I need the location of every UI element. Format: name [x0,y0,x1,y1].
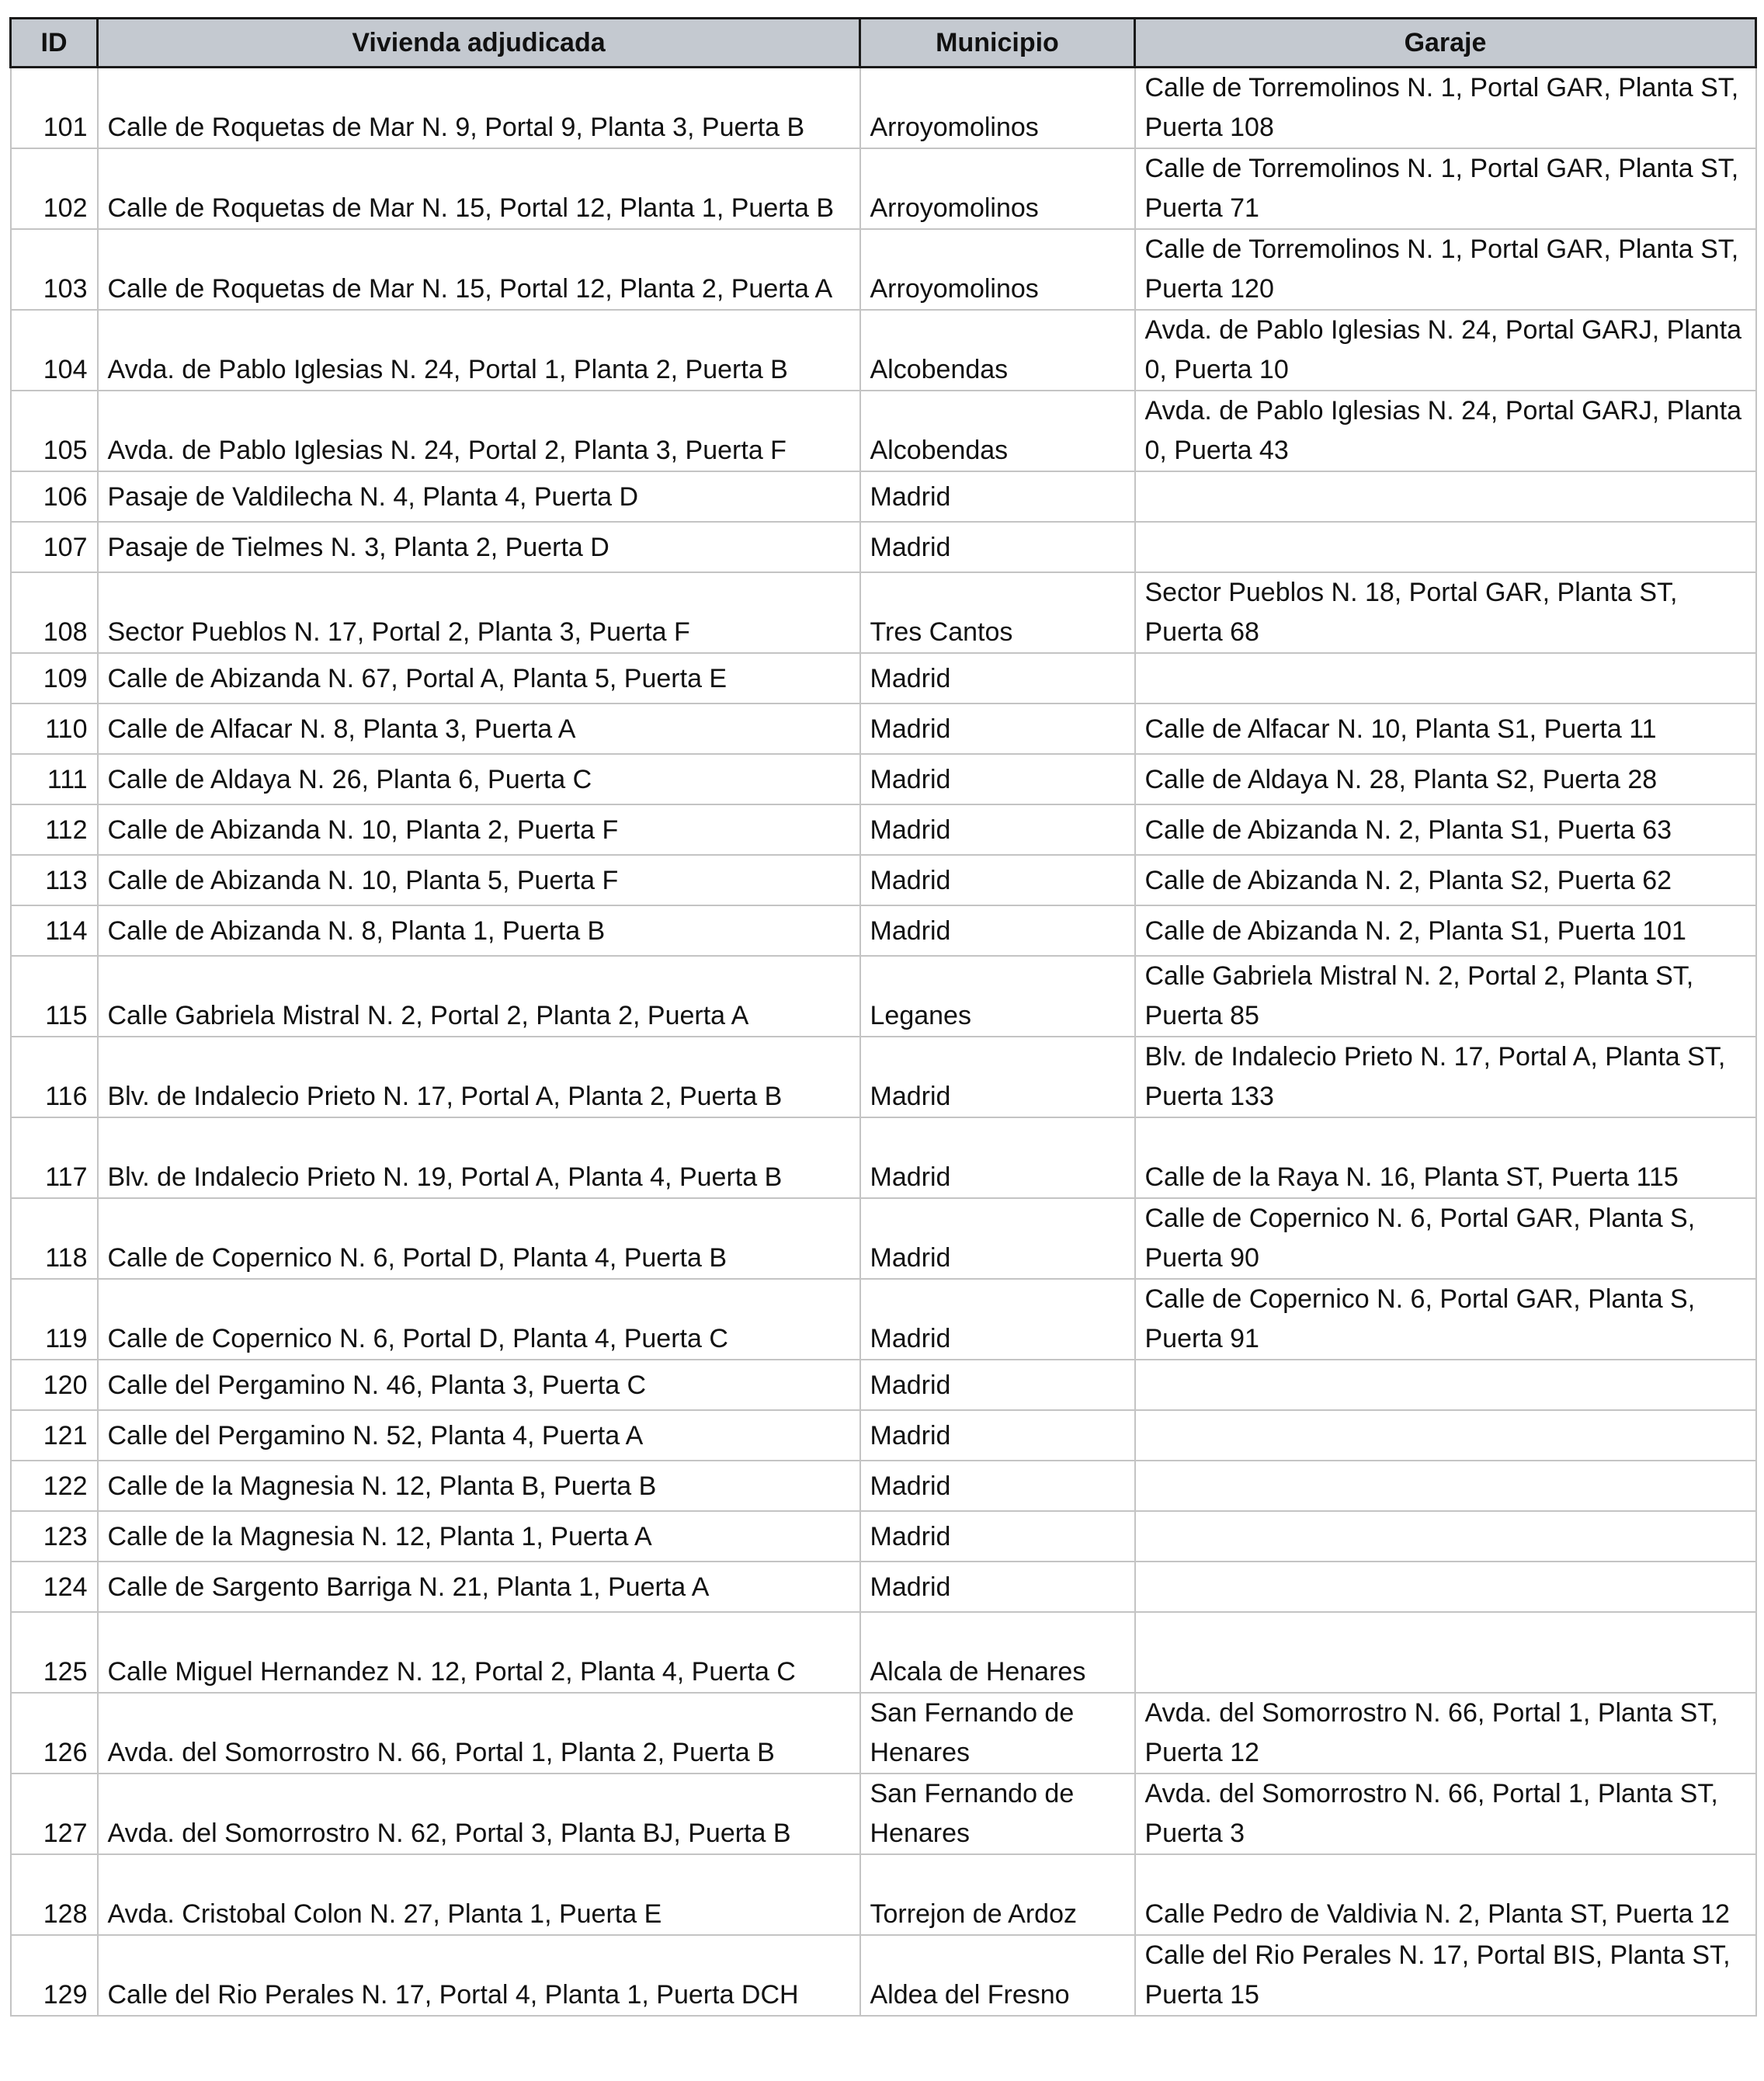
cell-garaje [1135,1612,1756,1693]
cell-id: 111 [11,754,98,804]
table-row [11,471,1756,522]
cell-vivienda: Calle del Pergamino N. 52, Planta 4, Puerta A [98,1410,860,1461]
table-row [11,804,1756,855]
cell-garaje [1135,471,1756,522]
table-row [11,1117,1756,1198]
cell-vivienda: Calle de Alfacar N. 8, Planta 3, Puerta A [98,704,860,754]
table-row [11,1461,1756,1511]
cell-id: 121 [11,1410,98,1461]
cell-vivienda: Avda. del Somorrostro N. 62, Portal 3, Planta BJ, Puerta B [98,1774,860,1854]
table-row [11,1612,1756,1693]
cell-garaje [1135,1410,1756,1461]
cell-municipio: Alcobendas [860,391,1135,471]
cell-garaje [1135,1360,1756,1410]
cell-garaje: Calle Gabriela Mistral N. 2, Portal 2, Planta ST, Puerta 85 [1135,956,1756,1037]
cell-id: 101 [11,68,98,149]
table-row [11,68,1756,149]
table-row [11,1037,1756,1117]
cell-municipio: Madrid [860,804,1135,855]
cell-vivienda: Blv. de Indalecio Prieto N. 19, Portal A, Planta 4, Puerta B [98,1117,860,1198]
table-row [11,1693,1756,1774]
cell-id: 103 [11,229,98,310]
cell-municipio: Torrejon de Ardoz [860,1854,1135,1935]
cell-vivienda: Calle de Sargento Barriga N. 21, Planta 1, Puerta A [98,1562,860,1612]
cell-id: 105 [11,391,98,471]
cell-municipio: Madrid [860,1117,1135,1198]
table-row [11,1935,1756,2016]
cell-garaje: Calle de Torremolinos N. 1, Portal GAR, Planta ST, Puerta 71 [1135,148,1756,229]
cell-id: 109 [11,653,98,704]
cell-vivienda: Avda. Cristobal Colon N. 27, Planta 1, Puerta E [98,1854,860,1935]
table-row [11,148,1756,229]
column-header-id: ID [11,19,98,68]
cell-garaje: Calle de Copernico N. 6, Portal GAR, Planta S, Puerta 91 [1135,1279,1756,1360]
cell-garaje: Calle de Torremolinos N. 1, Portal GAR, Planta ST, Puerta 120 [1135,229,1756,310]
cell-municipio: Arroyomolinos [860,148,1135,229]
cell-vivienda: Calle de Abizanda N. 8, Planta 1, Puerta B [98,905,860,956]
cell-id: 124 [11,1562,98,1612]
cell-garaje: Calle de Copernico N. 6, Portal GAR, Planta S, Puerta 90 [1135,1198,1756,1279]
cell-id: 104 [11,310,98,391]
cell-vivienda: Avda. de Pablo Iglesias N. 24, Portal 2, Planta 3, Puerta F [98,391,860,471]
cell-id: 113 [11,855,98,905]
cell-garaje [1135,1562,1756,1612]
cell-vivienda: Calle de Abizanda N. 67, Portal A, Planta 5, Puerta E [98,653,860,704]
column-header-garaje: Garaje [1135,19,1756,68]
cell-vivienda: Avda. del Somorrostro N. 66, Portal 1, Planta 2, Puerta B [98,1693,860,1774]
cell-municipio: Madrid [860,653,1135,704]
cell-municipio: Madrid [860,471,1135,522]
cell-vivienda: Calle de la Magnesia N. 12, Planta B, Puerta B [98,1461,860,1511]
table-row [11,1511,1756,1562]
cell-municipio: Madrid [860,1360,1135,1410]
cell-municipio: Arroyomolinos [860,68,1135,149]
cell-vivienda: Pasaje de Tielmes N. 3, Planta 2, Puerta D [98,522,860,572]
housing-allocation-table [9,17,1757,2017]
cell-garaje: Blv. de Indalecio Prieto N. 17, Portal A, Planta ST, Puerta 133 [1135,1037,1756,1117]
cell-id: 114 [11,905,98,956]
cell-id: 112 [11,804,98,855]
table-row [11,855,1756,905]
cell-id: 127 [11,1774,98,1854]
cell-id: 123 [11,1511,98,1562]
cell-vivienda: Sector Pueblos N. 17, Portal 2, Planta 3, Puerta F [98,572,860,653]
cell-id: 122 [11,1461,98,1511]
cell-municipio: Madrid [860,522,1135,572]
table-row [11,310,1756,391]
cell-garaje: Avda. de Pablo Iglesias N. 24, Portal GARJ, Planta 0, Puerta 10 [1135,310,1756,391]
cell-id: 120 [11,1360,98,1410]
cell-vivienda: Calle Gabriela Mistral N. 2, Portal 2, Planta 2, Puerta A [98,956,860,1037]
table-row [11,1279,1756,1360]
cell-garaje: Avda. de Pablo Iglesias N. 24, Portal GARJ, Planta 0, Puerta 43 [1135,391,1756,471]
cell-garaje [1135,653,1756,704]
cell-vivienda: Calle de Roquetas de Mar N. 15, Portal 12, Planta 1, Puerta B [98,148,860,229]
cell-id: 110 [11,704,98,754]
table-body [11,68,1756,2017]
table-row [11,1360,1756,1410]
cell-id: 107 [11,522,98,572]
cell-vivienda: Calle de Abizanda N. 10, Planta 2, Puerta F [98,804,860,855]
cell-vivienda: Blv. de Indalecio Prieto N. 17, Portal A, Planta 2, Puerta B [98,1037,860,1117]
header-row [11,19,1756,68]
cell-municipio: Madrid [860,1562,1135,1612]
table-row [11,1854,1756,1935]
cell-id: 118 [11,1198,98,1279]
cell-vivienda: Calle de Aldaya N. 26, Planta 6, Puerta C [98,754,860,804]
cell-vivienda: Avda. de Pablo Iglesias N. 24, Portal 1, Planta 2, Puerta B [98,310,860,391]
cell-garaje: Calle de Abizanda N. 2, Planta S1, Puerta 63 [1135,804,1756,855]
cell-municipio: San Fernando de Henares [860,1774,1135,1854]
cell-vivienda: Calle de la Magnesia N. 12, Planta 1, Puerta A [98,1511,860,1562]
cell-municipio: Arroyomolinos [860,229,1135,310]
cell-vivienda: Calle de Copernico N. 6, Portal D, Planta 4, Puerta C [98,1279,860,1360]
cell-garaje [1135,522,1756,572]
cell-garaje: Calle del Rio Perales N. 17, Portal BIS, Planta ST, Puerta 15 [1135,1935,1756,2016]
cell-garaje: Calle de Abizanda N. 2, Planta S2, Puerta 62 [1135,855,1756,905]
cell-municipio: Madrid [860,855,1135,905]
cell-garaje: Calle Pedro de Valdivia N. 2, Planta ST, Puerta 12 [1135,1854,1756,1935]
cell-garaje: Calle de Abizanda N. 2, Planta S1, Puerta 101 [1135,905,1756,956]
cell-municipio: Leganes [860,956,1135,1037]
cell-vivienda: Calle del Rio Perales N. 17, Portal 4, Planta 1, Puerta DCH [98,1935,860,2016]
cell-garaje: Avda. del Somorrostro N. 66, Portal 1, Planta ST, Puerta 3 [1135,1774,1756,1854]
cell-municipio: Madrid [860,704,1135,754]
cell-vivienda: Calle de Roquetas de Mar N. 9, Portal 9, Planta 3, Puerta B [98,68,860,149]
cell-municipio: Madrid [860,905,1135,956]
cell-id: 108 [11,572,98,653]
cell-municipio: Madrid [860,1461,1135,1511]
cell-garaje: Calle de Aldaya N. 28, Planta S2, Puerta 28 [1135,754,1756,804]
cell-garaje: Calle de la Raya N. 16, Planta ST, Puerta 115 [1135,1117,1756,1198]
cell-garaje: Calle de Torremolinos N. 1, Portal GAR, Planta ST, Puerta 108 [1135,68,1756,149]
cell-municipio: Madrid [860,754,1135,804]
table-row [11,1774,1756,1854]
table-row [11,522,1756,572]
cell-vivienda: Pasaje de Valdilecha N. 4, Planta 4, Puerta D [98,471,860,522]
table-row [11,572,1756,653]
column-header-vivienda: Vivienda adjudicada [98,19,860,68]
cell-garaje [1135,1511,1756,1562]
cell-municipio: Madrid [860,1198,1135,1279]
table-row [11,1410,1756,1461]
cell-municipio: San Fernando de Henares [860,1693,1135,1774]
table-row [11,754,1756,804]
cell-vivienda: Calle de Abizanda N. 10, Planta 5, Puerta F [98,855,860,905]
cell-municipio: Alcobendas [860,310,1135,391]
cell-municipio: Alcala de Henares [860,1612,1135,1693]
cell-municipio: Madrid [860,1279,1135,1360]
cell-garaje [1135,1461,1756,1511]
table-row [11,391,1756,471]
cell-garaje: Sector Pueblos N. 18, Portal GAR, Planta ST, Puerta 68 [1135,572,1756,653]
cell-id: 126 [11,1693,98,1774]
table-row [11,956,1756,1037]
table-row [11,1562,1756,1612]
cell-vivienda: Calle de Roquetas de Mar N. 15, Portal 12, Planta 2, Puerta A [98,229,860,310]
cell-municipio: Aldea del Fresno [860,1935,1135,2016]
cell-id: 125 [11,1612,98,1693]
table-row [11,1198,1756,1279]
cell-vivienda: Calle de Copernico N. 6, Portal D, Planta 4, Puerta B [98,1198,860,1279]
cell-garaje: Calle de Alfacar N. 10, Planta S1, Puerta 11 [1135,704,1756,754]
cell-municipio: Madrid [860,1511,1135,1562]
cell-id: 116 [11,1037,98,1117]
table-row [11,704,1756,754]
cell-municipio: Madrid [860,1410,1135,1461]
column-header-municipio: Municipio [860,19,1135,68]
cell-municipio: Madrid [860,1037,1135,1117]
table-row [11,653,1756,704]
cell-id: 102 [11,148,98,229]
table-row [11,229,1756,310]
cell-id: 129 [11,1935,98,2016]
cell-vivienda: Calle del Pergamino N. 46, Planta 3, Puerta C [98,1360,860,1410]
table-row [11,905,1756,956]
cell-id: 117 [11,1117,98,1198]
cell-id: 106 [11,471,98,522]
cell-id: 119 [11,1279,98,1360]
cell-municipio: Tres Cantos [860,572,1135,653]
cell-garaje: Avda. del Somorrostro N. 66, Portal 1, Planta ST, Puerta 12 [1135,1693,1756,1774]
cell-id: 115 [11,956,98,1037]
cell-vivienda: Calle Miguel Hernandez N. 12, Portal 2, Planta 4, Puerta C [98,1612,860,1693]
cell-id: 128 [11,1854,98,1935]
